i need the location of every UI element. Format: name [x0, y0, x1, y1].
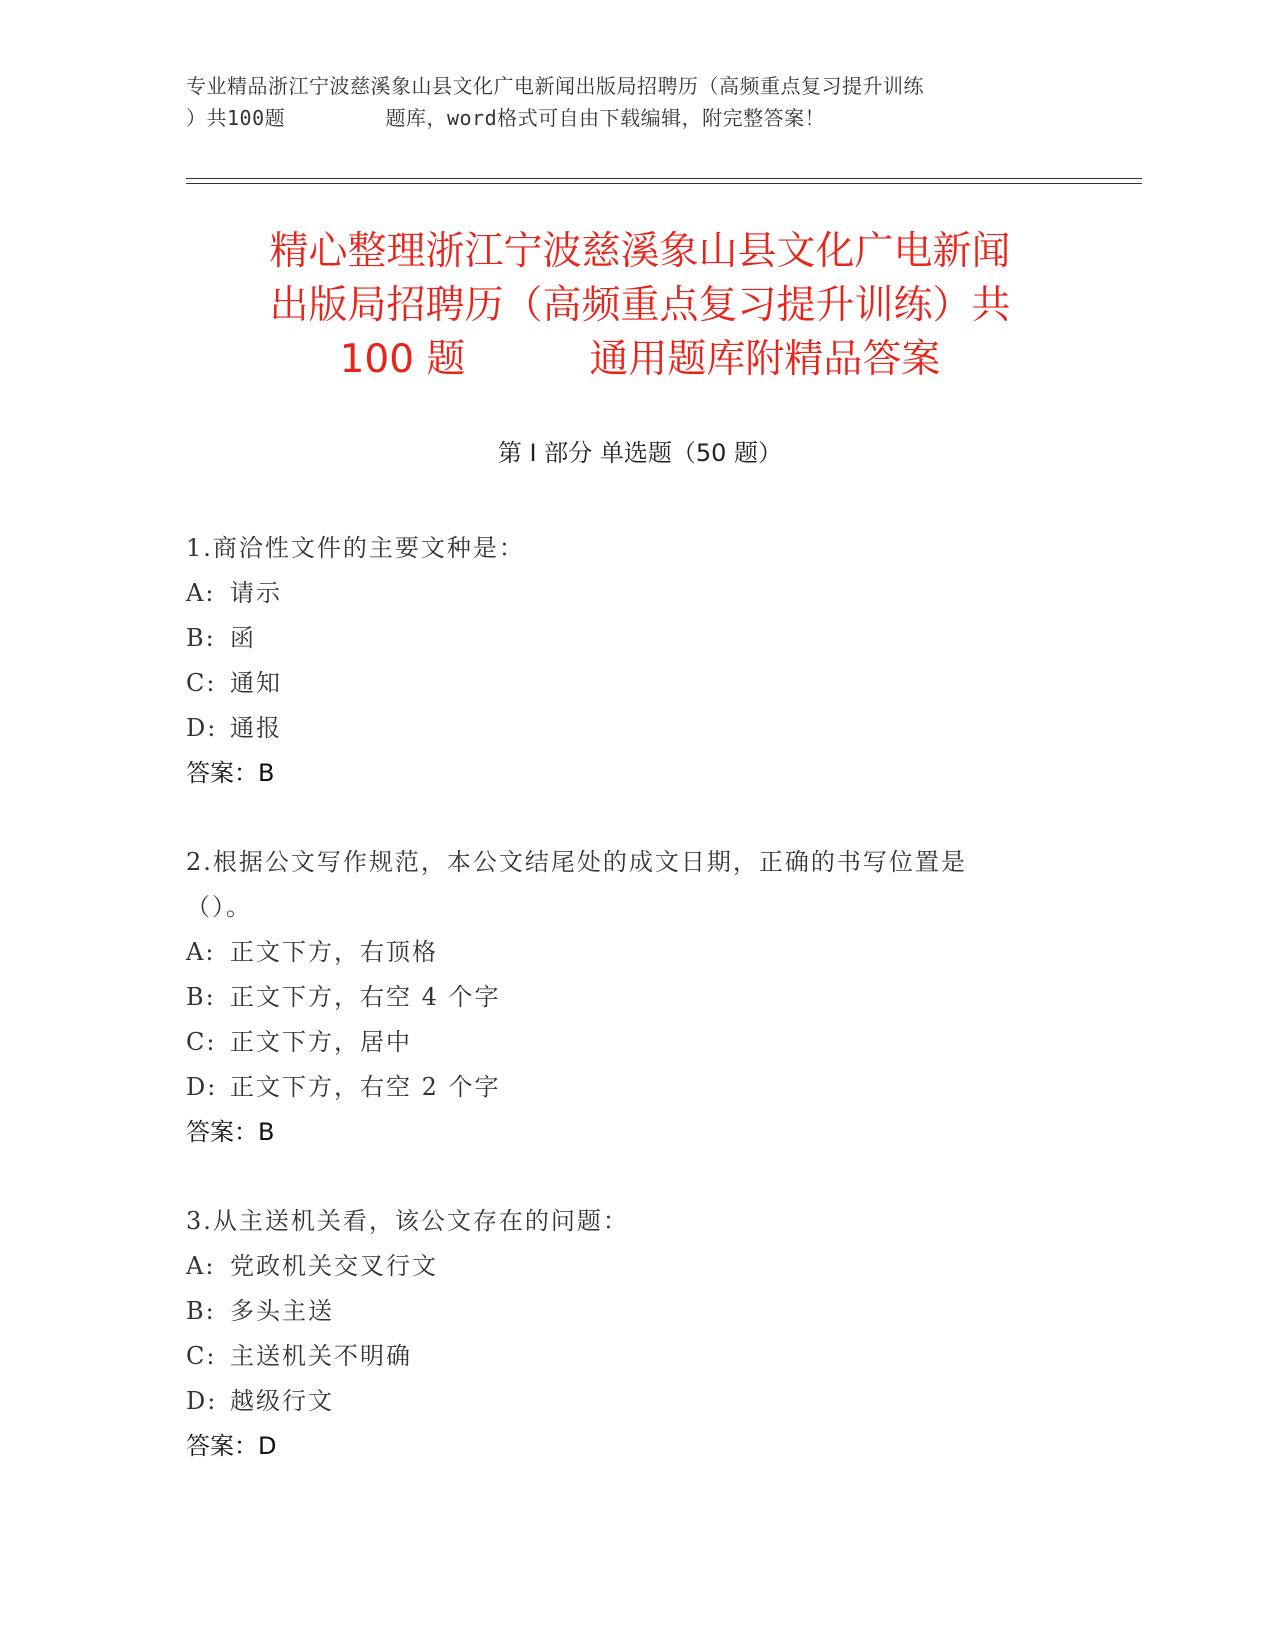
- question-stem: 3.从主送机关看，该公文存在的问题：: [186, 1207, 629, 1235]
- question-stem-line-2: （）。: [186, 893, 252, 921]
- title-line-2: 出版局招聘历（高频重点复习提升训练）共: [269, 283, 1011, 328]
- option-d: [186, 1065, 1086, 1110]
- header-rule-bottom: [186, 183, 1142, 184]
- option-a: [186, 1244, 1086, 1289]
- header-line-1: 专业精品浙江宁波慈溪象山县文化广电新闻出版局招聘历（高频重点复习提升训练: [186, 74, 924, 98]
- option-c: [186, 1020, 1086, 1065]
- question-3: [186, 1199, 1086, 1469]
- option-key: C:: [186, 1342, 217, 1370]
- question-stem: 1.商洽性文件的主要文种是：: [186, 534, 525, 562]
- option-text: 正文下方，右空 4 个字: [230, 983, 501, 1011]
- option-key: A:: [186, 938, 216, 966]
- section-title: 第 I 部分 单选题（50 题）: [497, 439, 783, 467]
- option-b: [186, 616, 1086, 661]
- option-text: 正文下方，居中: [230, 1028, 412, 1056]
- title-line-3: 100 题 通用题库附精品答案: [339, 337, 941, 382]
- option-text: 党政机关交叉行文: [230, 1252, 438, 1280]
- option-text: 请示: [230, 579, 282, 607]
- option-d: [186, 1379, 1086, 1424]
- question-list: [186, 526, 1086, 1513]
- option-text: 多头主送: [230, 1297, 334, 1325]
- option-b: [186, 975, 1086, 1020]
- option-key: C:: [186, 669, 217, 697]
- option-text: 函: [230, 624, 256, 652]
- option-a: [186, 571, 1086, 616]
- option-c: [186, 1334, 1086, 1379]
- option-d: [186, 706, 1086, 751]
- answer-text: 答案：D: [186, 1432, 277, 1460]
- option-text: 正文下方，右空 2 个字: [230, 1073, 501, 1101]
- option-key: B:: [186, 1297, 216, 1325]
- header-rule-top: [186, 178, 1142, 179]
- option-text: 通知: [230, 669, 282, 697]
- question-stem-line-1: 2.根据公文写作规范，本公文结尾处的成文日期，正确的书写位置是: [186, 848, 967, 876]
- header-line-2: ）共100题 题库，word格式可自由下载编辑，附完整答案！: [186, 106, 826, 130]
- option-key: C:: [186, 1028, 217, 1056]
- option-text: 越级行文: [230, 1387, 334, 1415]
- option-key: D:: [186, 714, 218, 742]
- option-a: [186, 930, 1086, 975]
- title-line-1: 精心整理浙江宁波慈溪象山县文化广电新闻: [269, 229, 1011, 274]
- answer-text: 答案：B: [186, 1118, 275, 1146]
- document-header: [186, 70, 1086, 134]
- option-text: 通报: [230, 714, 282, 742]
- document-title: [180, 225, 1100, 387]
- option-text: 主送机关不明确: [230, 1342, 412, 1370]
- question-2: [186, 840, 1086, 1155]
- option-c: [186, 661, 1086, 706]
- option-text: 正文下方，右顶格: [230, 938, 438, 966]
- option-key: B:: [186, 983, 216, 1011]
- option-key: D:: [186, 1073, 218, 1101]
- option-b: [186, 1289, 1086, 1334]
- option-key: D:: [186, 1387, 218, 1415]
- answer-text: 答案：B: [186, 759, 275, 787]
- question-1: [186, 526, 1086, 796]
- option-key: B:: [186, 624, 216, 652]
- option-key: A:: [186, 579, 216, 607]
- option-key: A:: [186, 1252, 216, 1280]
